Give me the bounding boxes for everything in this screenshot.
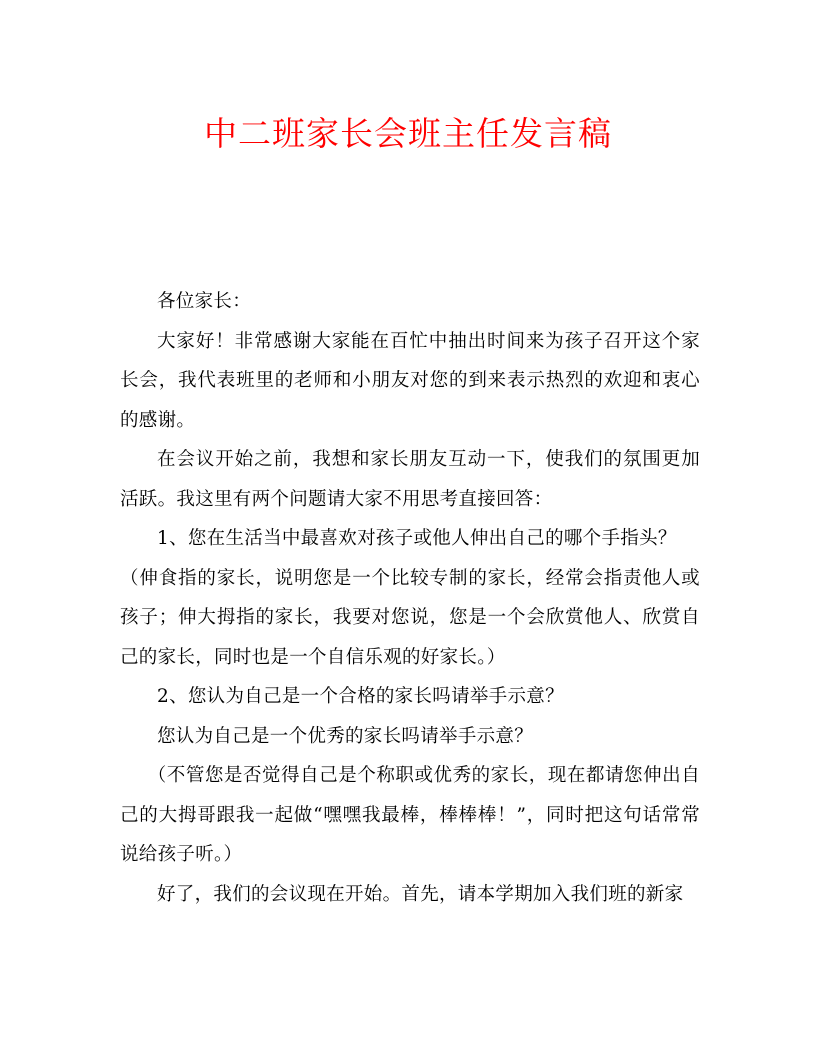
salutation-paragraph: 各位家长： [157, 291, 252, 312]
thumb-paragraph: （不管您是否觉得自己是个称职或优秀的家长，现在都请您伸出自己的大拇哥跟我一起做“嘿嘿我最棒，棒棒棒！”，同时把这句话常常说给孩子听。） [120, 765, 700, 865]
document-title: 中二班家长会班主任发言稿 [204, 114, 612, 153]
question-three-paragraph: 您认为自己是一个优秀的家长吗请举手示意？ [157, 725, 534, 747]
meeting-start-paragraph: 好了，我们的会议现在开始。首先，请本学期加入我们班的新家 [157, 883, 684, 905]
intro-paragraph: 在会议开始之前，我想和家长朋友互动一下，使我们的氛围更加活跃。我这里有两个问题请大家不用思考直接回答： [120, 449, 700, 510]
greeting-paragraph: 大家好！非常感谢大家能在百忙中抽出时间来为孩子召开这个家长会，我代表班里的老师和小朋友对您的到来表示热烈的欢迎和衷心的感谢。 [120, 330, 700, 431]
question-one-paragraph: 1、您在生活当中最喜欢对孩子或他人伸出自己的哪个手指头？ [157, 528, 677, 549]
question-two-paragraph: 2、您认为自己是一个合格的家长吗请举手示意？ [157, 686, 564, 707]
question-one-explanation-paragraph: （伸食指的家长，说明您是一个比较专制的家长，经常会指责他人或孩子；伸大拇指的家长，我要对您说，您是一个会欣赏他人、欣赏自己的家长，同时也是一个自信乐观的好家长。） [120, 567, 700, 668]
document-body [120, 282, 700, 914]
